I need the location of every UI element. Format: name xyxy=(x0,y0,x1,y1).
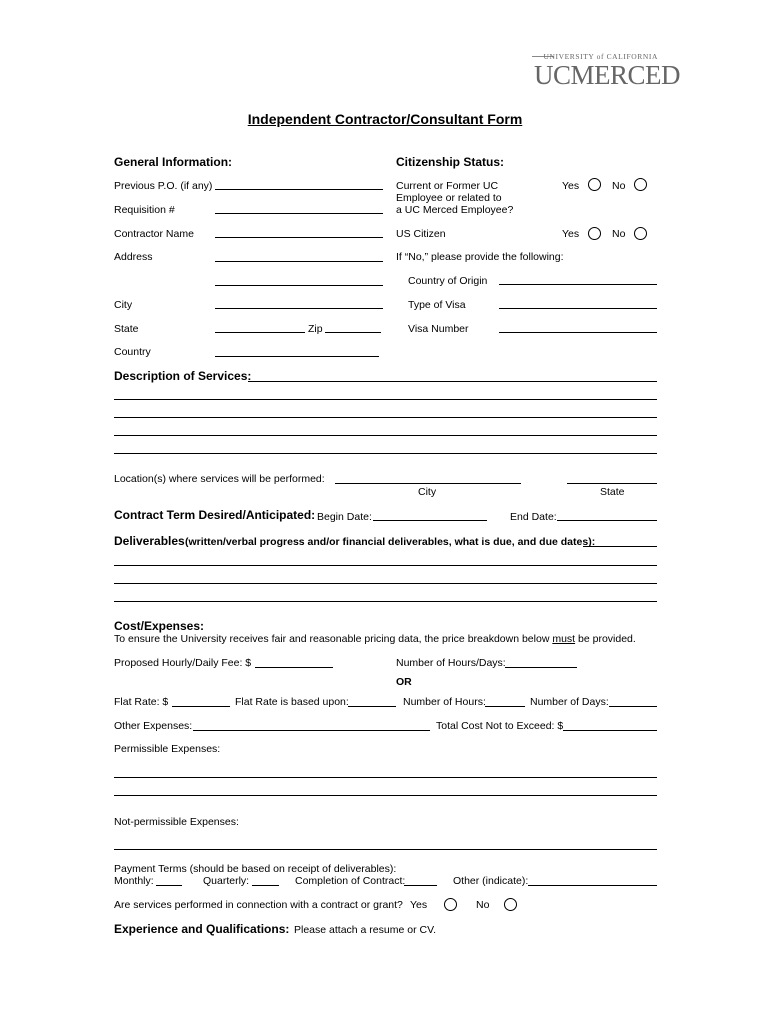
us-citizen-yes-radio[interactable] xyxy=(588,227,601,240)
monthly-label: Monthly: xyxy=(114,875,154,887)
description-heading: Description of Services: xyxy=(114,369,252,383)
citizenship-heading: Citizenship Status: xyxy=(396,155,505,169)
hourly-fee-label: Proposed Hourly/Daily Fee: $ xyxy=(114,657,252,669)
permissible-field-2[interactable] xyxy=(114,795,657,796)
country-origin-field[interactable] xyxy=(499,284,657,285)
completion-field[interactable] xyxy=(404,885,437,886)
description-field-3[interactable] xyxy=(114,417,657,418)
location-state-field[interactable] xyxy=(567,483,657,484)
us-citizen-no-radio[interactable] xyxy=(634,227,647,240)
permissible-field-1[interactable] xyxy=(114,777,657,778)
visa-number-field[interactable] xyxy=(499,332,657,333)
location-state-caption: State xyxy=(600,486,625,498)
total-cost-label: Total Cost Not to Exceed: $ xyxy=(436,720,564,732)
us-citizen-yes-label: Yes xyxy=(562,228,580,240)
country-field[interactable] xyxy=(215,356,379,357)
deliverables-field-2[interactable] xyxy=(114,565,657,566)
cost-heading: Cost/Expenses: xyxy=(114,619,205,633)
not-permissible-label: Not-permissible Expenses: xyxy=(114,816,239,828)
grant-question: Are services performed in connection with a contract or grant? xyxy=(114,899,403,911)
other-expenses-field[interactable] xyxy=(193,730,430,731)
total-cost-field[interactable] xyxy=(563,730,657,731)
num-days-field[interactable] xyxy=(609,706,657,707)
grant-no-label: No xyxy=(476,899,490,911)
grant-yes-label: Yes xyxy=(410,899,428,911)
deliverables-field-1[interactable] xyxy=(583,546,657,547)
state-field[interactable] xyxy=(215,332,305,333)
num-hours-label: Number of Hours: xyxy=(403,696,486,708)
prev-po-field[interactable] xyxy=(215,189,383,190)
grant-no-radio[interactable] xyxy=(504,898,517,911)
us-citizen-no-label: No xyxy=(612,228,626,240)
uc-employee-yes-radio[interactable] xyxy=(588,178,601,191)
hours-days-field[interactable] xyxy=(505,667,577,668)
location-label: Location(s) where services will be performed: xyxy=(114,473,325,485)
country-label: Country xyxy=(114,346,151,358)
address-field-2[interactable] xyxy=(215,285,383,286)
visa-type-label: Type of Visa xyxy=(408,299,466,311)
contract-term-heading: Contract Term Desired/Anticipated: xyxy=(114,508,316,522)
deliverables-note: (written/verbal progress and/or financial deliverables, what is due, and due dates): xyxy=(185,536,596,548)
monthly-field[interactable] xyxy=(156,885,182,886)
country-origin-label: Country of Origin xyxy=(408,275,488,287)
other-payment-label: Other (indicate): xyxy=(453,875,529,887)
general-info-heading: General Information: xyxy=(114,155,233,169)
hourly-fee-field[interactable] xyxy=(255,667,333,668)
flat-rate-label: Flat Rate: $ xyxy=(114,696,169,708)
zip-label: Zip xyxy=(308,323,323,335)
num-days-label: Number of Days: xyxy=(530,696,609,708)
begin-date-label: Begin Date: xyxy=(317,511,372,523)
deliverables-field-3[interactable] xyxy=(114,583,657,584)
visa-type-field[interactable] xyxy=(499,308,657,309)
not-permissible-field[interactable] xyxy=(114,849,657,850)
cost-intro: To ensure the University receives fair and reasonable pricing data, the price breakdown below must be provided. xyxy=(114,633,636,645)
requisition-field[interactable] xyxy=(215,213,383,214)
contractor-name-label: Contractor Name xyxy=(114,228,194,240)
description-field-5[interactable] xyxy=(114,453,657,454)
uc-merced-logo xyxy=(528,52,681,92)
city-field[interactable] xyxy=(215,308,383,309)
quarterly-field[interactable] xyxy=(252,885,279,886)
grant-yes-radio[interactable] xyxy=(444,898,457,911)
num-hours-field[interactable] xyxy=(485,706,525,707)
page-title: Independent Contractor/Consultant Form xyxy=(247,111,523,127)
contractor-name-field[interactable] xyxy=(215,237,383,238)
deliverables-heading: Deliverables xyxy=(114,534,185,548)
flat-based-label: Flat Rate is based upon: xyxy=(235,696,349,708)
end-date-field[interactable] xyxy=(557,520,657,521)
end-date-label: End Date: xyxy=(510,511,557,523)
flat-based-field[interactable] xyxy=(348,706,396,707)
uc-employee-no-radio[interactable] xyxy=(634,178,647,191)
location-city-caption: City xyxy=(418,486,437,498)
permissible-label: Permissible Expenses: xyxy=(114,743,221,755)
begin-date-field[interactable] xyxy=(373,520,487,521)
logo-ucmerced-text: UCMERCED xyxy=(534,60,681,90)
visa-number-label: Visa Number xyxy=(408,323,469,335)
uc-employee-no-label: No xyxy=(612,180,626,192)
prev-po-label: Previous P.O. (if any) xyxy=(114,180,213,192)
uc-employee-question-1: Current or Former UC xyxy=(396,180,499,192)
uc-employee-question-2: Employee or related to xyxy=(396,192,502,204)
other-payment-field[interactable] xyxy=(528,885,657,886)
address-field-1[interactable] xyxy=(215,261,383,262)
flat-rate-field[interactable] xyxy=(172,706,230,707)
deliverables-field-4[interactable] xyxy=(114,601,657,602)
description-field-1[interactable] xyxy=(248,381,657,382)
requisition-label: Requisition # xyxy=(114,204,175,216)
description-field-2[interactable] xyxy=(114,399,657,400)
if-no-note: If “No,” please provide the following: xyxy=(396,251,564,263)
quarterly-label: Quarterly: xyxy=(203,875,250,887)
payment-terms-label: Payment Terms (should be based on receipt of deliverables): xyxy=(114,863,397,875)
address-label: Address xyxy=(114,251,153,263)
zip-field[interactable] xyxy=(325,332,381,333)
experience-heading: Experience and Qualifications: xyxy=(114,922,290,936)
or-label: OR xyxy=(396,676,412,688)
other-expenses-label: Other Expenses: xyxy=(114,720,193,732)
logo-university-text: UNIVERSITY of CALIFORNIA xyxy=(543,52,658,61)
description-field-4[interactable] xyxy=(114,435,657,436)
city-label: City xyxy=(114,299,133,311)
hours-days-label: Number of Hours/Days: xyxy=(396,657,506,669)
us-citizen-label: US Citizen xyxy=(396,228,446,240)
experience-note: Please attach a resume or CV. xyxy=(294,924,437,936)
completion-label: Completion of Contract: xyxy=(295,875,406,887)
uc-employee-question-3: a UC Merced Employee? xyxy=(396,204,514,216)
location-city-field[interactable] xyxy=(335,483,521,484)
state-label: State xyxy=(114,323,139,335)
uc-employee-yes-label: Yes xyxy=(562,180,580,192)
